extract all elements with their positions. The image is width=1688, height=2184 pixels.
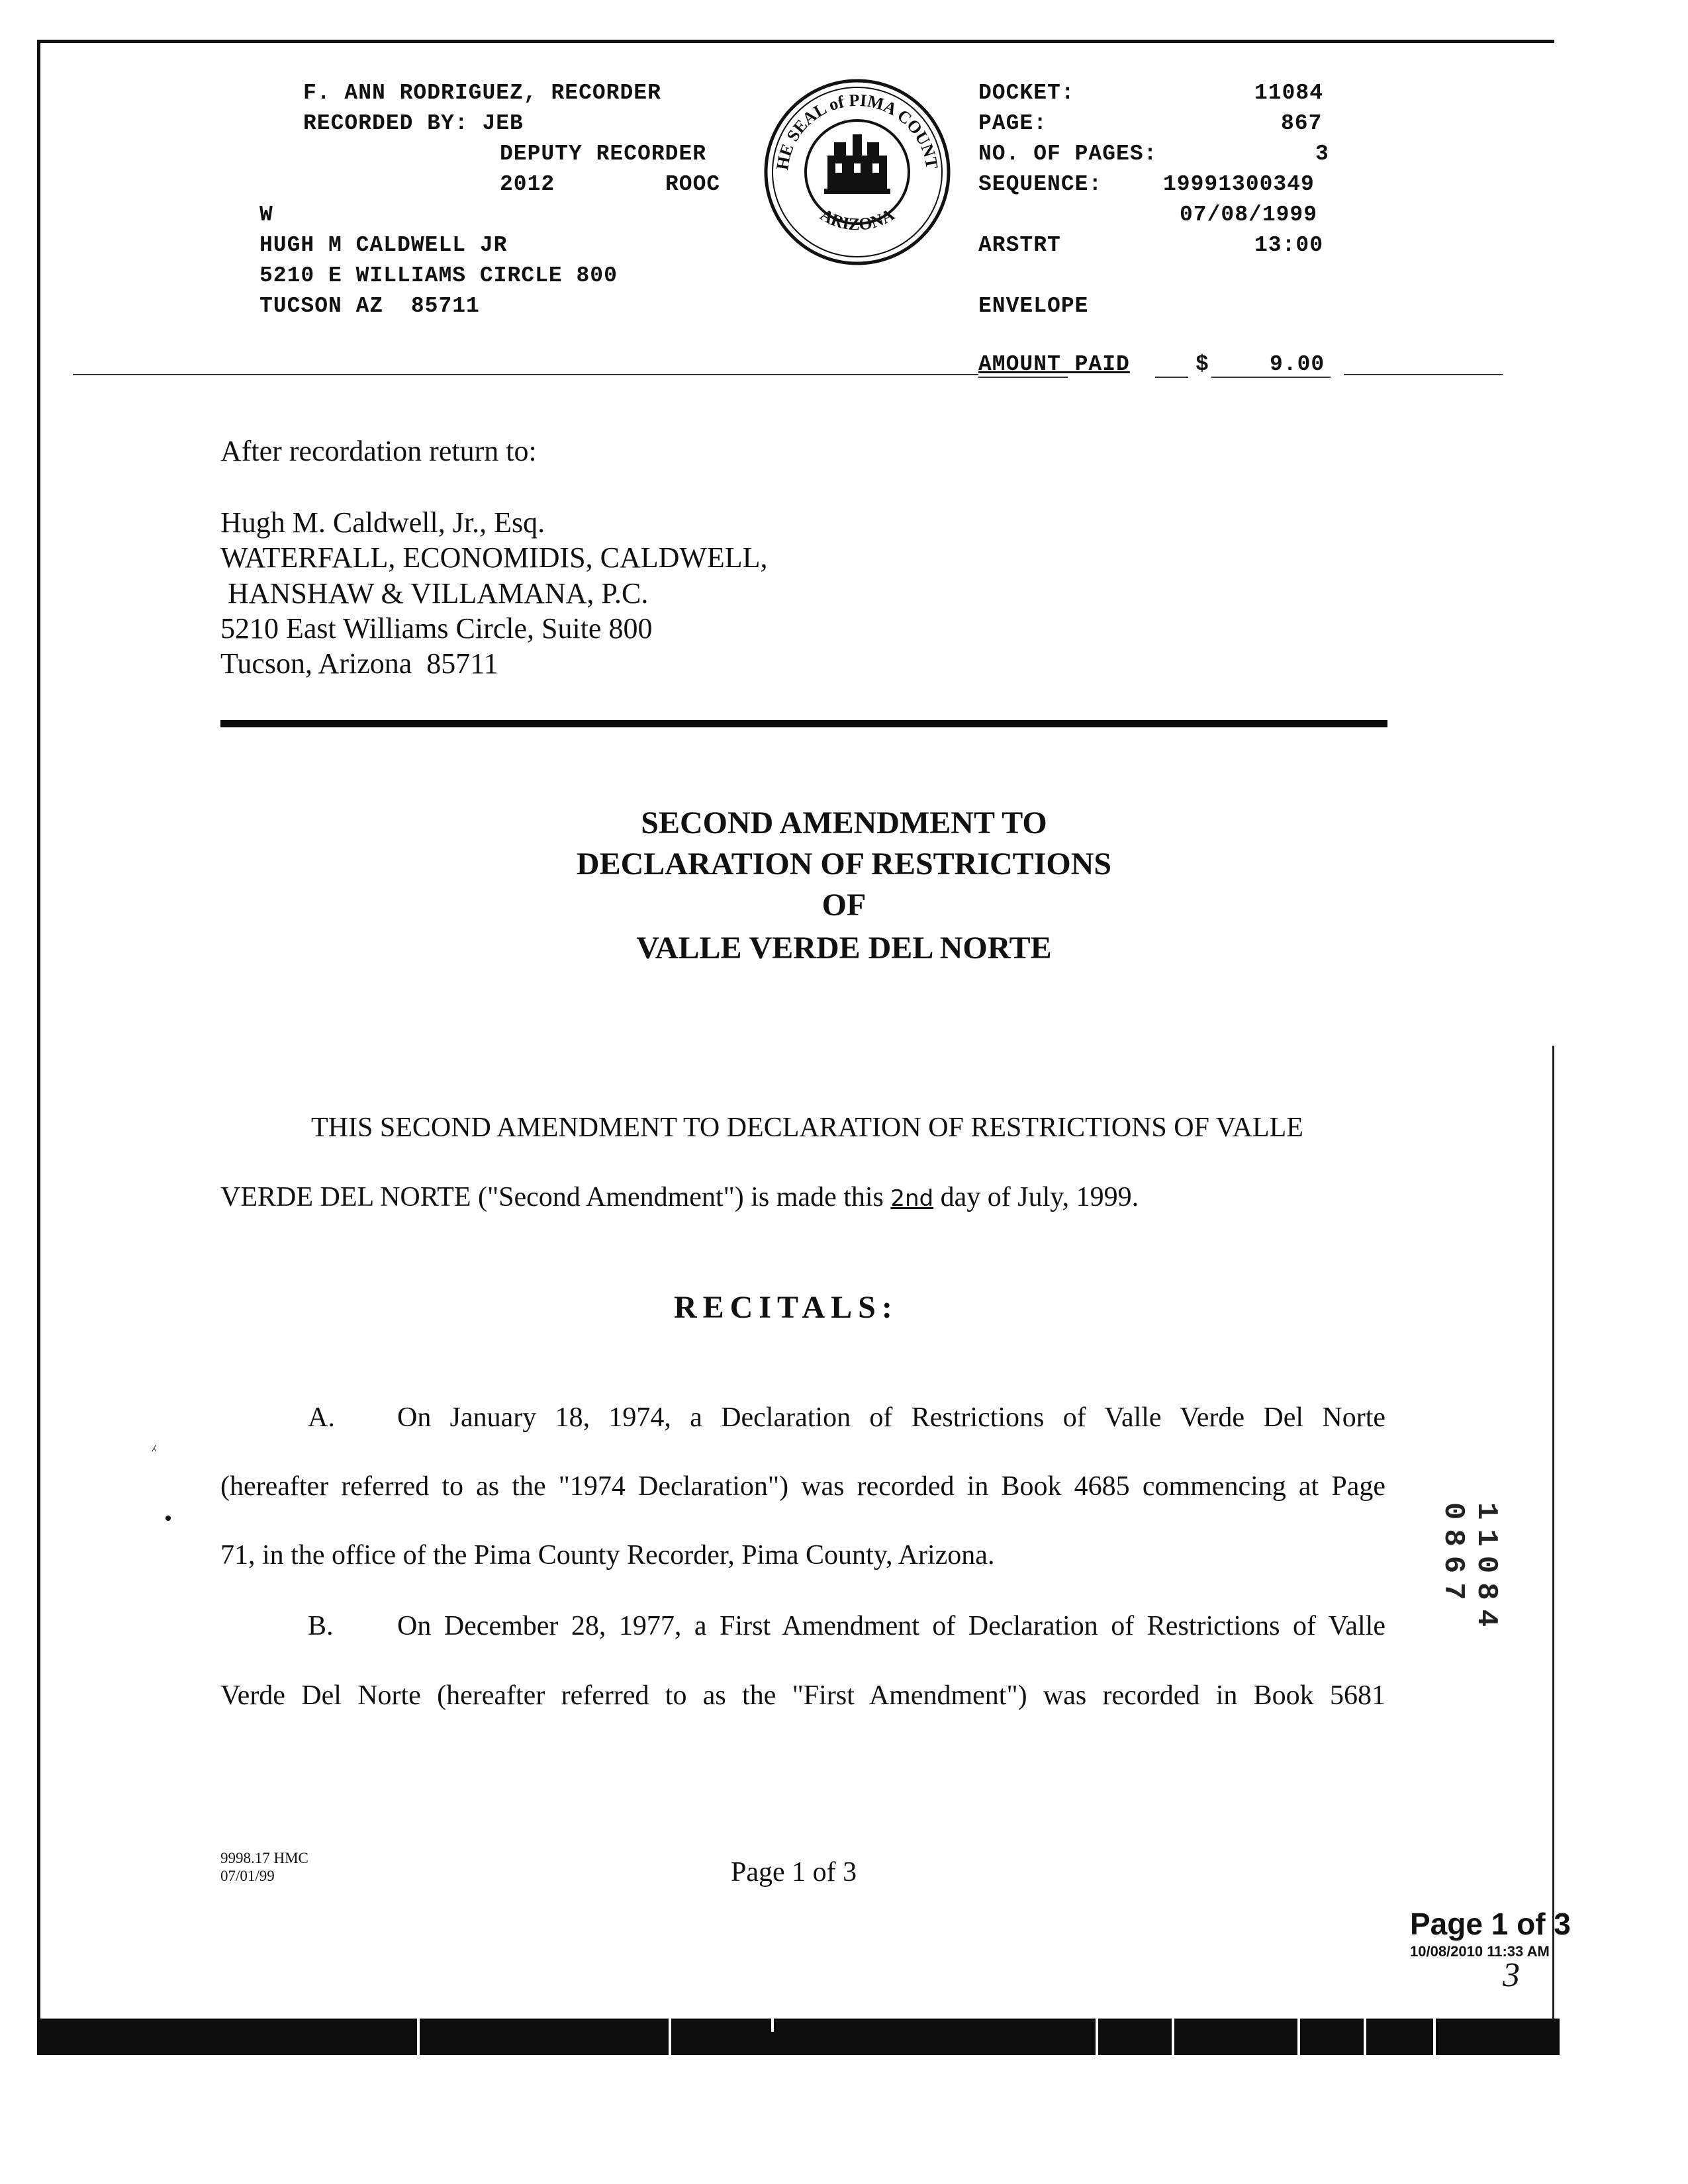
return-name: HUGH M CALDWELL JR (259, 233, 508, 257)
return-line-4: 5210 East Williams Circle, Suite 800 (220, 612, 653, 645)
print-timestamp: 10/08/2010 11:33 AM (1410, 1943, 1550, 1960)
recital-b-line-1: On December 28, 1977, a First Amendment of Declaration of Restrictions of Valle (397, 1611, 1385, 1641)
arstrt-label: ARSTRT (978, 233, 1061, 257)
return-line-2: WATERFALL, ECONOMIDIS, CALDWELL, (220, 541, 768, 574)
svg-text:ARIZONA (817, 205, 898, 234)
scan-bar-gap (417, 2019, 420, 2055)
intro-line-1: THIS SECOND AMENDMENT TO DECLARATION OF RESTRICTIONS OF VALLE (311, 1113, 1303, 1143)
scan-mark-1: ⁁ (152, 1435, 156, 1451)
docket-value: 11084 (1254, 81, 1324, 105)
amount-currency: $ (1196, 352, 1209, 377)
page-frame-right (1552, 1046, 1554, 2025)
docket-label: DOCKET: (978, 81, 1075, 105)
header-separator-right (1344, 374, 1503, 375)
recital-a-label: A. (308, 1402, 335, 1433)
recital-b-label: B. (308, 1611, 334, 1641)
amount-underline-3 (1211, 377, 1331, 378)
file-code: 9998.17 HMC (220, 1850, 308, 1866)
recital-a-line-1: On January 18, 1974, a Declaration of Restrictions of Valle Verde Del Norte (397, 1402, 1385, 1433)
recorder-name: F. ANN RODRIGUEZ, RECORDER (303, 81, 661, 105)
title-line-2: DECLARATION OF RESTRICTIONS (576, 846, 1112, 882)
print-page-stamp: Page 1 of 3 (1410, 1907, 1571, 1941)
scan-bar-gap (1096, 2019, 1098, 2055)
page-frame-left (37, 40, 40, 2055)
amount-underline-1 (978, 377, 1068, 378)
pages-label: NO. OF PAGES: (978, 142, 1158, 166)
recorder-code-number: 2012 (500, 172, 555, 197)
scan-bar-gap (669, 2019, 671, 2055)
amount-underline-2 (1155, 377, 1188, 378)
scan-bar-gap (1172, 2019, 1174, 2055)
recital-a-line-2: (hereafter referred to as the "1974 Declaration") was recorded in Book 4685 commencing at Page (220, 1471, 1385, 1502)
title-line-4: VALLE VERDE DEL NORTE (636, 931, 1052, 966)
margin-docket-number: 11084 0867 (1436, 1502, 1503, 1637)
sequence-label: SEQUENCE: (978, 172, 1103, 197)
recorder-code-suffix: ROOC (665, 172, 721, 197)
file-date: 07/01/99 (220, 1868, 275, 1884)
return-line-5: Tucson, Arizona 85711 (220, 647, 498, 680)
w-mark: W (259, 203, 273, 227)
amount-paid-label: AMOUNT PAID (978, 352, 1130, 377)
return-intro: After recordation return to: (220, 435, 537, 467)
title-line-3: OF (821, 887, 867, 923)
seal-text-top: HE SEAL of PIMA COUNT (773, 90, 942, 171)
title-line-1: SECOND AMENDMENT TO (641, 805, 1047, 841)
recital-a-line-3: 71, in the office of the Pima County Recorder, Pima County, Arizona. (220, 1540, 995, 1570)
pages-value: 3 (1315, 142, 1329, 166)
scan-bar-gap (1297, 2019, 1300, 2055)
day-fill-in: 2nd (890, 1185, 934, 1212)
intro-line-2-before: VERDE DEL NORTE ("Second Amendment") is made this (220, 1182, 891, 1212)
amount-value: 9.00 (1270, 352, 1325, 377)
page-number: Page 1 of 3 (731, 1857, 857, 1888)
page-value: 867 (1281, 111, 1323, 136)
scan-bar (37, 2019, 1560, 2055)
recording-time: 13:00 (1254, 233, 1324, 257)
sequence-value: 19991300349 (1163, 172, 1315, 197)
page-label: PAGE: (978, 111, 1048, 136)
recording-date: 07/08/1999 (1180, 203, 1318, 227)
return-street: 5210 E WILLIAMS CIRCLE 800 (259, 263, 618, 288)
recorded-by: RECORDED BY: JEB (303, 111, 524, 136)
scan-bar-gap (1364, 2019, 1366, 2055)
page-frame-top (37, 40, 1554, 43)
deputy-recorder: DEPUTY RECORDER (500, 142, 707, 166)
envelope-label: ENVELOPE (978, 294, 1089, 318)
title-rule (220, 720, 1387, 727)
pima-county-seal (761, 76, 953, 268)
scan-bar-gap (771, 2019, 774, 2032)
return-city: TUCSON AZ 85711 (259, 294, 480, 318)
seal-text-bottom: ARIZONA (817, 205, 898, 234)
intro-line-2-after: day of July, 1999. (933, 1182, 1139, 1212)
intro-line-2 (220, 1181, 1139, 1213)
recital-b-line-2: Verde Del Norte (hereafter referred to as the "First Amendment") was recorded in Book 5681 (220, 1680, 1385, 1711)
return-line-1: Hugh M. Caldwell, Jr., Esq. (220, 506, 545, 539)
header-separator-left (73, 374, 978, 375)
scan-mark-2 (165, 1516, 171, 1521)
recitals-heading: RECITALS: (674, 1290, 898, 1325)
return-line-3: HANSHAW & VILLAMANA, P.C. (220, 577, 649, 610)
handwritten-page-mark: 3 (1503, 1956, 1520, 1994)
scan-bar-gap (1433, 2019, 1436, 2055)
